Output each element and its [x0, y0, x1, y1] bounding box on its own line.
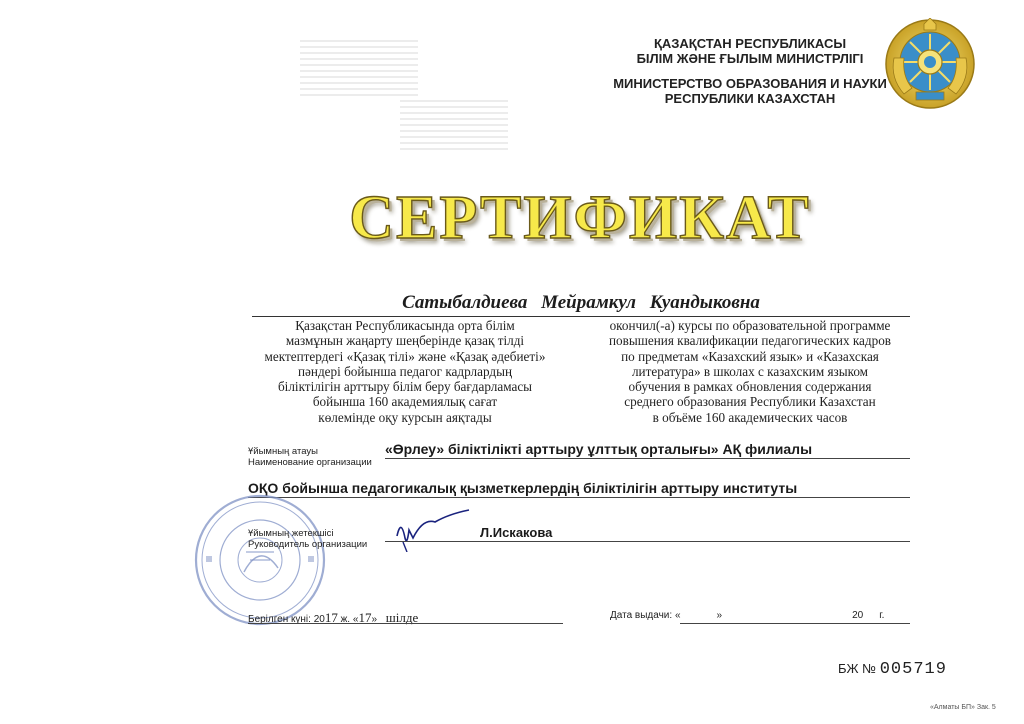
printer-note: «Алматы БП» Зак. 5	[930, 704, 996, 711]
course-ru-line: по предметам «Казахский язык» и «Казахская	[621, 348, 879, 364]
course-kz-line: мектептердегі «Қазақ тілі» және «Қазақ әдебиеті»	[264, 348, 546, 364]
ministry-ru-line2: РЕСПУБЛИКИ КАЗАХСТАН	[664, 91, 836, 106]
ministry-header	[600, 36, 900, 106]
serial-prefix: БЖ №	[838, 661, 877, 676]
state-emblem-icon	[884, 18, 976, 110]
date-issue-label: Дата выдачи: «	[610, 610, 681, 621]
course-description-kz	[240, 318, 570, 425]
certificate-title: СЕРТИФИКАТ	[349, 184, 811, 252]
course-kz-line: пәндері бойынша педагог кадрлардың	[297, 363, 513, 379]
course-kz-line: Қазақстан Республикасында орта білім	[295, 318, 515, 333]
course-ru-line: окончил(-а) курсы по образовательной программе	[609, 318, 891, 333]
ministry-kz-line1: ҚАЗАҚСТАН РЕСПУБЛИКАСЫ	[653, 36, 847, 51]
organization-underline	[248, 497, 910, 498]
course-ru-line: обучения в рамках обновления содержания	[628, 379, 872, 395]
ministry-ru-line1: МИНИСТЕРСТВО ОБРАЗОВАНИЯ И НАУКИ	[613, 76, 887, 91]
course-ru-line: среднего образования Республики Казахстан	[624, 394, 876, 410]
organization-name-line1: «Өрлеу» біліктілікті арттыру ұлттық орталығы» АҚ филиалы	[385, 441, 813, 457]
signature-icon	[393, 508, 473, 552]
organization-stamp-icon	[192, 492, 328, 628]
organization-label	[248, 446, 372, 468]
issue-date-underline	[248, 623, 563, 624]
background-watermark	[300, 40, 418, 96]
holder-name-underline	[252, 316, 910, 317]
head-label-kz: Ұйымның жетекшісі	[248, 528, 334, 539]
course-kz-line: мазмұнын жаңарту шеңберінде қазақ тілді	[285, 333, 525, 349]
background-watermark	[400, 100, 508, 152]
head-label-ru: Руководитель организации	[248, 539, 368, 550]
course-description-ru	[590, 318, 910, 425]
course-ru-line: в объёме 160 академических часов	[652, 409, 848, 425]
issue-day: 17	[358, 610, 372, 625]
holder-name: Сатыбалдиева Мейрамкул Куандыковна	[402, 292, 760, 313]
head-underline	[385, 541, 910, 542]
head-label	[248, 528, 367, 550]
course-ru-line: повышения квалификации педагогических кадров	[608, 333, 892, 349]
date-issue-mid: »	[716, 610, 723, 621]
course-kz-line: көлемінде оқу курсын аяқтады	[318, 409, 492, 425]
ministry-kz-line2: БІЛІМ ЖӘНЕ ҒЫЛЫМ МИНИСТРЛІГІ	[636, 51, 864, 66]
course-ru-line: литература» в школах с казахским языком	[631, 363, 869, 379]
organization-name-line2: ОҚО бойынша педагогикалық қызметкерлердің біліктілігін арттыру институты	[248, 480, 798, 496]
organization-underline	[385, 458, 910, 459]
issue-year-suffix: ж. «	[337, 614, 359, 625]
date-issue-year-prefix: 20	[852, 610, 864, 621]
issue-date-prefix: Берілген күні: 20	[248, 614, 325, 625]
course-kz-line: бойынша 160 академиялық сағат	[312, 394, 498, 410]
date-issue-year-suffix: г.	[879, 610, 885, 621]
head-name: Л.Искакова	[480, 525, 553, 540]
issue-date-ru	[610, 610, 884, 621]
issue-month: шілде	[385, 610, 419, 625]
serial-value: 005719	[879, 660, 947, 679]
issue-day-suffix: »	[371, 614, 380, 625]
issue-year: 17	[324, 610, 338, 625]
serial-number	[838, 660, 947, 679]
issue-date-ru-underline	[680, 623, 910, 624]
organization-label-ru: Наименование организации	[248, 457, 372, 468]
organization-label-kz: Ұйымның атауы	[248, 446, 318, 457]
course-kz-line: біліктілігін арттыру білім беру бағдарламасы	[277, 379, 533, 395]
